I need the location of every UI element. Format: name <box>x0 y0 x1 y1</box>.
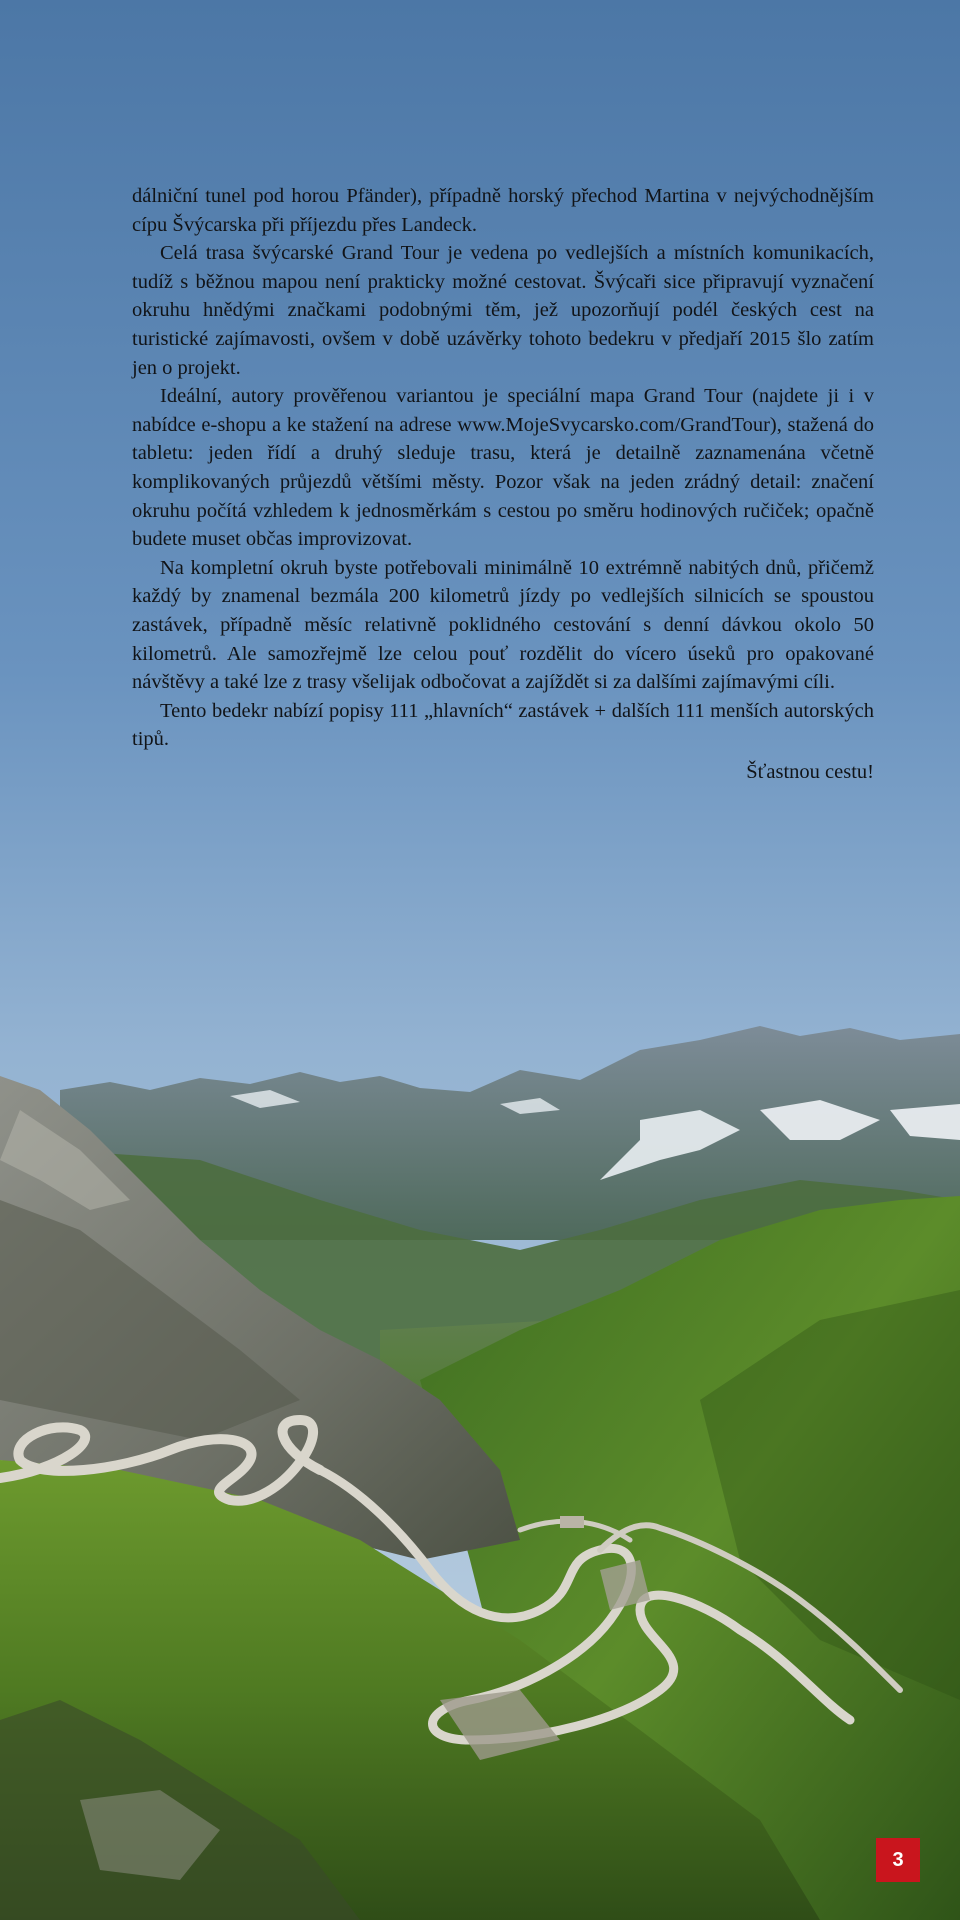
paragraph: Ideální, autory prověřenou variantou je speciální mapa Grand Tour (najdete ji i v nabídce e-shopu a ke stažení na adrese www.MojeSvycarsko.com/GrandTour), stažená do tabletu: jeden řídí a druhý sleduje trasu, která je detailně zaznamenána včetně komplikovaných průjezdů většími městy. Pozor však na jeden zrádný detail: značení okruhu počítá vzhledem k jednosměrkám s cestou po směru hodinových ručiček; opačně budete muset občas improvizovat. <box>132 385 874 551</box>
paragraph: Tento bedekr nabízí popisy 111 „hlavních“ zastávek + dalších 111 menších autorských tipů. <box>132 699 874 751</box>
paragraph: Celá trasa švýcarské Grand Tour je vedena po vedlejších a místních komunikacích, tudíž s běžnou mapou není prakticky možné cestovat. Švýcaři sice připravují vyznačení okruhu hnědými značkami podobnými těm, jež upozorňují podél českých cest na turistické zajímavosti, ovšem v době uzávěrky tohoto bedekru v předjaří 2015 šlo zatím jen o projekt. <box>132 242 874 379</box>
hut <box>560 1516 584 1528</box>
page-number-badge: 3 <box>876 1838 920 1882</box>
paragraph: Na kompletní okruh byste potřebovali minimálně 10 extrémně nabitých dnů, přičemž každý by znamenal bezmála 200 kilometrů jízdy po vedlejších silnicích se spoustou zastávek, případně měsíc relativně poklidného cestování s denní dávkou okolo 50 kilometrů. Ale samozřejmě lze celou pouť rozdělit do vícero úseků pro opakované návštěvy a také lze z trasy všelijak odbočovat a zajíždět si za dalšími zajímavými cíli. <box>132 556 874 694</box>
paragraph: dálniční tunel pod horou Pfänder), případně horský přechod Martina v nejvýchodnějším cípu Švýcarska při příjezdu přes Landeck. <box>132 185 874 236</box>
signoff: Šťastnou cestu! <box>746 760 874 783</box>
article-text <box>132 182 874 786</box>
